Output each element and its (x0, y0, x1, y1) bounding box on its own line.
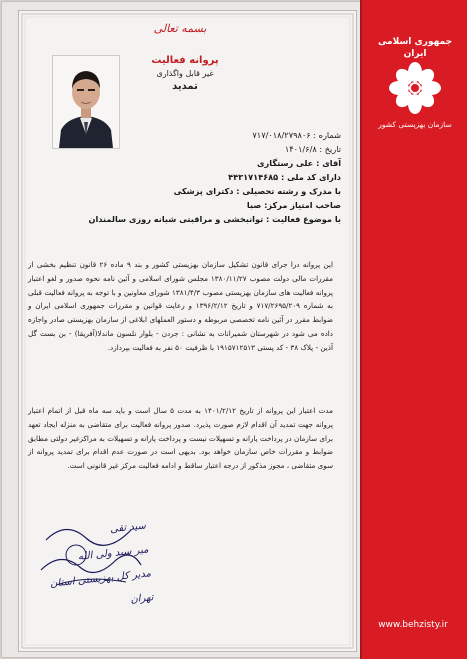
certificate-status: تمدید (172, 81, 198, 92)
website-url: www.behzisty.ir (378, 620, 448, 630)
field-national-code: دارای کد ملی : ۴۴۳۱۷۱۴۶۸۵ (228, 172, 341, 182)
certificate-subtitle: غیر قابل واگذاری (156, 69, 214, 78)
signature-block (35, 515, 154, 622)
certificate-title: پروانه فعالیت (151, 55, 219, 66)
org-subtitle: سازمان بهزیستی کشور (378, 120, 452, 129)
signature-line-2: میر سید ولی الله (77, 544, 149, 563)
signature-line-1: سید تقی (109, 520, 147, 536)
red-sidebar (360, 0, 467, 659)
body-paragraph-2: مدت اعتبار این پروانه از تاریخ ۱۴۰۱/۲/۱۲ به مدت ۵ سال است و باید سه ماه قبل از اتمام اعتبار پروانه جهت تمدید آن اقدام لازم صورت پذیرد. صدور پروانه فعالیت برای متقاضی به منزله ایجاد تعهد برای سازمان در پرداخت یارانه و تسهیلات نیست و پرداخت یارانه و تسهیلات به مراکزغیر دولتی مطابق ضوابط و مقررات خاص سازمان خواهد بود. بدیهی است در صورت عدم اقدام برای تمدید پروانه از سوی متقاضی ، مجوز مذکور از درجه اعتبار ساقط و ادامه فعالیت مرکز غیر قانونی است. (28, 406, 333, 471)
certificate-heading (150, 54, 220, 93)
body-paragraph-1: این پروانه درا جرای قانون تشکیل سازمان بهزیستی کشور و بند ۹ ماده ۲۶ قانون تنظیم بخشی از مقررات مالی دولت مصوب ۱۳۸۰/۱۱/۲۷ مجلس شورای اسلامی و آئین نامه نحوه صدور و لغو اعتبار پروانه فعالیت های سازمان بهزیستی مصوب ۱۳۸۱/۴/۳ شورای معاونین و با توجه به پروانه فعالیت قبلی به شماره ۷۱۷/۲۶۹۵/۲۰۹ و تاریخ ۱۳۹۶/۲/۱۲ و رعایت قوانین و مقررات جمهوری اسلامی ایران و ضوابط مقرر در آئین نامه تخصصی مربوطه و دستور العملهای ابلاغی از سازمان بهزیستی صادر واجازه داده می شود در شهرستان شمیرانات به نشانی : جردن - بلوار نلسون ماندلا(آفریقا) - بن بست گل آذین - پلاک ۳۸ - کد پستی ۱۹۱۵۷۱۲۵۱۳ با ظرفیت ۵۰ نفر به فعالیت بپردازد. (28, 260, 333, 352)
field-name: آقای : علی رستگاری (257, 158, 341, 168)
behzisti-flower-logo-icon (385, 58, 445, 118)
field-center-owner: صاحب امتیاز مرکز: صبا (246, 200, 341, 210)
field-subject: با موضوع فعالیت : توانبخشی و مراقبتی شبانه روزی سالمندان (88, 214, 341, 224)
holder-fields (81, 128, 341, 226)
org-name: جمهوری اسلامی ایران (377, 37, 453, 59)
signature-line-3: مدیر کل بهزیستی استان تهران (49, 568, 154, 606)
header-ribbon: بسمه تعالی (153, 22, 207, 35)
field-number: شماره : ۷۱۷/۰۱۸/۲۷۹۸۰۶ (252, 130, 341, 140)
field-date: تاریخ : ۱۴۰۱/۶/۸ (284, 144, 341, 154)
field-education: با مدرک و رشته تحصیلی : دکترای پزشکی (173, 186, 341, 196)
